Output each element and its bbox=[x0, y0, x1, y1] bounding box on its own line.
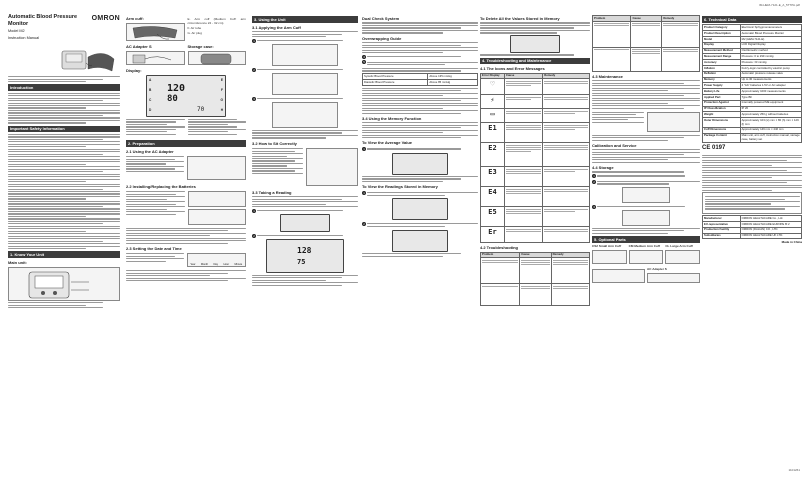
col-error-display: Error Display bbox=[481, 73, 505, 79]
tech-value: Type BF bbox=[740, 95, 801, 101]
document-code: IM-HEM-7121-E_A_5T7PA.pdf bbox=[759, 3, 800, 7]
part-cuff-extra-image bbox=[592, 269, 645, 283]
error-code-e3: E3 bbox=[488, 167, 497, 176]
page-footer-code: 1101261 bbox=[788, 468, 800, 473]
ce-mark: CE 0197 bbox=[702, 144, 726, 151]
col-cause-2: Cause bbox=[520, 252, 551, 258]
tech-value: Approximately 250 g without batteries bbox=[740, 112, 801, 118]
table-row bbox=[481, 187, 590, 207]
table-row: ♡ bbox=[481, 79, 590, 95]
troubleshooting-table bbox=[480, 252, 590, 307]
tech-value: Pressure: ±3 mmHg bbox=[740, 60, 801, 66]
tech-value: LCD Digital Display bbox=[740, 42, 801, 48]
troubleshooting-table-cont bbox=[592, 15, 700, 72]
part-large-cuff-image bbox=[665, 250, 700, 264]
column-technical-data bbox=[702, 14, 802, 469]
label-arm-cuff: Arm cuff: bbox=[126, 16, 144, 21]
arm-cuff-item-1: E. Arm cuff (Medium Cuff: arm circumference 22 - 32 cm) bbox=[187, 17, 246, 26]
cuff-step-2-image bbox=[272, 73, 338, 95]
storage-image-2 bbox=[622, 210, 670, 226]
storage-step-2: 2 bbox=[592, 180, 700, 186]
heading-using-unit: 3. Using the Unit bbox=[252, 16, 358, 23]
battery-diagram-1 bbox=[188, 191, 247, 207]
heading-troubleshooting: 4. Troubleshooting and Maintenance bbox=[480, 58, 590, 65]
reading-screen-2 bbox=[266, 239, 344, 273]
dual-check-value-2: Above 85 mmHg bbox=[428, 79, 478, 85]
tech-value: Electronic Sphygmomanometers bbox=[740, 25, 801, 31]
dual-check-value-1: Above 135 mmHg bbox=[428, 74, 478, 80]
date-field-minute: Minute bbox=[234, 263, 243, 267]
tech-value: Automatic Blood Pressure Monitor bbox=[740, 31, 801, 37]
part-small-cuff-label: CS2 Small Arm Cuff bbox=[592, 244, 622, 249]
product-title: Automatic Blood Pressure Monitor bbox=[8, 14, 78, 28]
view-step-1: 1 bbox=[362, 191, 478, 197]
error-code-e2: E2 bbox=[488, 143, 497, 152]
display-label-e: E bbox=[220, 77, 223, 82]
display-label-d: D bbox=[149, 107, 152, 112]
memory-step-4: 4 bbox=[362, 55, 478, 59]
made-in-label: Made in China bbox=[781, 240, 802, 245]
tech-value: Oscillometric method bbox=[740, 48, 801, 54]
table-row bbox=[703, 118, 802, 127]
date-field-month: Month bbox=[200, 263, 209, 267]
column-using-unit bbox=[252, 14, 358, 469]
dual-check-table bbox=[362, 73, 478, 86]
display-diagram bbox=[146, 75, 226, 117]
heading-know-unit: 1. Know Your Unit bbox=[8, 251, 120, 258]
tech-key: Product Category bbox=[703, 25, 741, 31]
heading-delete-all: To Delete All the Values Stored in Memory bbox=[480, 16, 560, 21]
cleaning-image bbox=[647, 112, 701, 132]
mfr-value: OMRON HEALTHCARE UK LTD. bbox=[740, 233, 801, 239]
main-unit-illustration bbox=[9, 268, 119, 302]
heading-preparation: 2. Preparation bbox=[126, 140, 246, 147]
heading-important-safety: Important Safety Information bbox=[8, 126, 120, 133]
display-label-c: C bbox=[149, 97, 152, 102]
heading-view-average: To View the Average Value bbox=[362, 140, 413, 146]
tech-key: Accuracy bbox=[703, 60, 741, 66]
table-row: ⚡ bbox=[481, 95, 590, 109]
col-remedy-2: Remedy bbox=[551, 252, 589, 258]
display-sys-value: 120 bbox=[167, 82, 186, 94]
heading-troubleshoot2: 4.2 Troubleshooting bbox=[480, 245, 519, 251]
label-main-unit: Main unit: bbox=[8, 260, 27, 266]
disposal-box bbox=[702, 192, 802, 213]
reading-screen-1 bbox=[280, 214, 330, 232]
tech-key: Outer Dimensions bbox=[703, 118, 741, 127]
heading-using-ac: 2.1 Using the AC Adapter bbox=[126, 148, 174, 154]
column-troubleshooting bbox=[480, 14, 590, 469]
display-label-b: B bbox=[149, 87, 152, 92]
average-step-1: 1 bbox=[362, 147, 478, 151]
col-cause-cont: Cause bbox=[631, 16, 662, 22]
tech-key: Cuff Dimensions bbox=[703, 127, 741, 133]
reading-step-1: 1 bbox=[252, 209, 358, 213]
table-row bbox=[481, 284, 590, 306]
table-row bbox=[481, 207, 590, 227]
table-row: ▭ bbox=[481, 109, 590, 123]
heading-view-readings: To View the Readings Stored in Memory bbox=[362, 184, 438, 190]
memory-step-5: 5 bbox=[362, 60, 478, 66]
part-ac-adapter-image bbox=[647, 273, 700, 283]
part-large-cuff-label: CL Large Arm Cuff bbox=[665, 244, 693, 249]
heading-memory: 3.4 Using the Memory Function bbox=[362, 115, 422, 121]
col-problem-cont: Problem bbox=[593, 16, 631, 22]
table-row bbox=[593, 21, 700, 47]
mfr-key: EU-representative bbox=[703, 221, 741, 227]
table-row bbox=[481, 143, 590, 167]
tech-key: Display bbox=[703, 42, 741, 48]
error-code-e1: E1 bbox=[488, 123, 497, 132]
delete-screen bbox=[510, 35, 560, 53]
column-know-unit bbox=[126, 14, 246, 469]
storage-step-1: 1 bbox=[592, 174, 700, 178]
tech-key: Product Description bbox=[703, 31, 741, 37]
reading-screen-dia: 75 bbox=[297, 258, 306, 267]
tech-value: Up to 30 measurements bbox=[740, 77, 801, 83]
tech-key: IP Classification bbox=[703, 106, 741, 112]
mfr-value: OMRON HEALTHCARE EUROPE B.V. bbox=[740, 221, 801, 227]
cuff-step-3: 3 bbox=[252, 97, 358, 101]
table-row bbox=[703, 233, 802, 239]
manufacturer-table bbox=[702, 215, 802, 239]
view-screen-1 bbox=[392, 198, 448, 220]
table-row bbox=[481, 123, 590, 143]
error-code-e5: E5 bbox=[488, 207, 497, 216]
part-small-cuff-image bbox=[592, 250, 627, 264]
heading-applying-cuff: 3.1 Applying the Arm Cuff bbox=[252, 24, 301, 30]
heading-taking-reading: 3.3 Taking a Reading bbox=[252, 189, 292, 195]
ac-plug-diagram bbox=[187, 156, 247, 180]
display-pulse-value: 70 bbox=[197, 105, 205, 113]
heading-storage: 4.4 Storage bbox=[592, 164, 614, 170]
arm-cuff-illustration bbox=[127, 24, 183, 42]
omron-logo: OMRON bbox=[91, 15, 120, 22]
tech-key: Battery Life bbox=[703, 89, 741, 95]
date-field-hour: Hour bbox=[223, 263, 230, 267]
tech-key: Measurement Method bbox=[703, 48, 741, 54]
tech-key: Applied Part bbox=[703, 95, 741, 101]
heading-overwrapping: Overwrapping Guide bbox=[362, 35, 402, 41]
heading-icons-errors: 4.1 The Icons and Error Messages bbox=[480, 66, 545, 72]
mfr-key: Manufacturer bbox=[703, 216, 741, 222]
dual-check-label-1: Systolic Blood Pressure bbox=[363, 74, 428, 80]
tech-value: Approximately 146 mm × 446 mm bbox=[740, 127, 801, 133]
tech-key: Package Content bbox=[703, 133, 741, 142]
col-remedy-cont: Remedy bbox=[662, 16, 700, 22]
table-row bbox=[481, 167, 590, 187]
display-label-a: A bbox=[149, 77, 152, 82]
monitor-illustration bbox=[58, 45, 118, 75]
reading-step-2: 2 bbox=[252, 234, 358, 238]
column-maintenance bbox=[592, 14, 700, 469]
display-label-h: H bbox=[220, 107, 223, 112]
display-label-f: F bbox=[221, 87, 223, 92]
storage-step-3: 3 bbox=[592, 205, 700, 209]
heading-date-time: 2.3 Setting the Date and Time bbox=[126, 245, 182, 251]
tech-value: Automatic pressure release valve bbox=[740, 71, 801, 77]
mfr-key: Production Facility bbox=[703, 227, 741, 233]
table-row bbox=[593, 47, 700, 71]
manual-subtitle: Instruction Manual bbox=[8, 36, 40, 41]
tech-value: IP 20 bbox=[740, 106, 801, 112]
part-medium-cuff-label: CM Medium Arm Cuff bbox=[628, 244, 660, 249]
label-ac-adapter: AC Adapter S bbox=[126, 44, 152, 50]
mfr-key: Subsidiaries bbox=[703, 233, 741, 239]
display-dia-value: 80 bbox=[167, 93, 178, 104]
dual-check-label-2: Diastolic Blood Pressure bbox=[363, 79, 428, 85]
part-large-cuff bbox=[665, 244, 700, 265]
tech-value: Approximately 1000 measurements bbox=[740, 89, 801, 95]
error-table bbox=[480, 73, 590, 244]
cuff-step-1: 1 bbox=[252, 39, 358, 43]
part-medium-cuff-image bbox=[629, 250, 664, 264]
heading-dual-check: Dual Check System bbox=[362, 16, 400, 21]
col-remedy: Remedy bbox=[543, 73, 590, 79]
mfr-value: OMRON HEALTHCARE Co., Ltd. bbox=[740, 216, 801, 222]
column-memory bbox=[362, 14, 478, 469]
tech-value: 4 "AA" batteries 1.5V or AC adapter bbox=[740, 83, 801, 89]
cuff-step-1-image bbox=[272, 44, 338, 66]
date-field-day: Day bbox=[213, 263, 219, 267]
table-row bbox=[363, 79, 478, 85]
column-cover bbox=[8, 14, 120, 469]
tech-key: Power Supply bbox=[703, 83, 741, 89]
heading-maintenance: 4.3 Maintenance bbox=[592, 73, 623, 79]
col-cause: Cause bbox=[504, 73, 542, 79]
average-screen bbox=[392, 153, 448, 175]
heading-calibration: Calibration and Service bbox=[592, 142, 637, 148]
technical-data-table bbox=[702, 24, 802, 143]
table-row bbox=[703, 133, 802, 142]
mfr-value: OMRON (DALIAN) CO., LTD. bbox=[740, 227, 801, 233]
main-unit-diagram bbox=[8, 267, 120, 301]
col-problem: Problem bbox=[481, 252, 520, 258]
storage-image-1 bbox=[622, 187, 670, 203]
table-row bbox=[481, 258, 590, 284]
tech-key: Model bbox=[703, 36, 741, 42]
tech-value: Pressure: 0 to 299 mmHg bbox=[740, 54, 801, 60]
cuff-step-3-image bbox=[272, 102, 338, 128]
label-storage-case: Storage case: bbox=[187, 44, 214, 50]
date-field-year: Year bbox=[190, 263, 196, 267]
cuff-step-2: 2 bbox=[252, 68, 358, 72]
tech-value: Fuzzy-logic controlled by electric pump bbox=[740, 65, 801, 71]
tech-key: Measurement Range bbox=[703, 54, 741, 60]
heading-technical-data: 6. Technical Data bbox=[702, 16, 802, 23]
ac-adapter-diagram bbox=[126, 51, 185, 65]
tech-key: Weight bbox=[703, 112, 741, 118]
tech-value: Main unit, arm cuff, instruction manual, storage case, battery set bbox=[741, 133, 800, 141]
heading-optional-parts: 5. Optional Parts bbox=[592, 236, 700, 243]
part-small-cuff bbox=[592, 244, 627, 265]
arm-cuff-item-2: F. Air tube bbox=[187, 26, 202, 31]
tech-value: Internally powered ME equipment bbox=[740, 100, 801, 106]
date-time-diagram bbox=[187, 253, 247, 267]
label-display: Display: bbox=[126, 68, 142, 74]
tech-key: Memory bbox=[703, 77, 741, 83]
arm-cuff-item-3: G. Air plug bbox=[187, 31, 202, 36]
reading-screen-sys: 128 bbox=[297, 246, 312, 256]
tech-value: M2 (HEM-7121-E) bbox=[740, 36, 801, 42]
tech-value: Approximately 103 (w) mm × 80 (h) mm × 129 (l) mm bbox=[740, 118, 801, 127]
display-label-g: G bbox=[220, 97, 223, 102]
error-code-e4: E4 bbox=[488, 187, 497, 196]
view-screen-2 bbox=[392, 230, 448, 252]
tech-key: Protection Against bbox=[703, 100, 741, 106]
adapter-illustration bbox=[127, 52, 183, 66]
storage-case-diagram bbox=[188, 51, 247, 65]
heading-correct-posture: 3.2 How to Sit Correctly bbox=[252, 140, 297, 146]
arm-cuff-diagram bbox=[126, 23, 185, 41]
part-medium-cuff bbox=[629, 244, 664, 265]
tech-key: Inflation bbox=[703, 65, 741, 71]
view-step-2: 2 bbox=[362, 222, 478, 228]
tech-key: Deflation bbox=[703, 71, 741, 77]
posture-image bbox=[306, 148, 359, 186]
part-ac-adapter bbox=[647, 267, 700, 284]
heading-batteries: 2.2 Installing/Replacing the Batteries bbox=[126, 183, 196, 189]
battery-diagram-2 bbox=[188, 209, 247, 225]
product-image bbox=[58, 45, 120, 75]
part-ac-adapter-label: AC Adapter S bbox=[647, 267, 667, 272]
table-row bbox=[481, 227, 590, 243]
error-code-er: Er bbox=[488, 227, 497, 236]
case-illustration bbox=[189, 52, 245, 66]
heading-introduction: Introduction bbox=[8, 84, 120, 91]
model-name: Model M2 bbox=[8, 29, 25, 34]
